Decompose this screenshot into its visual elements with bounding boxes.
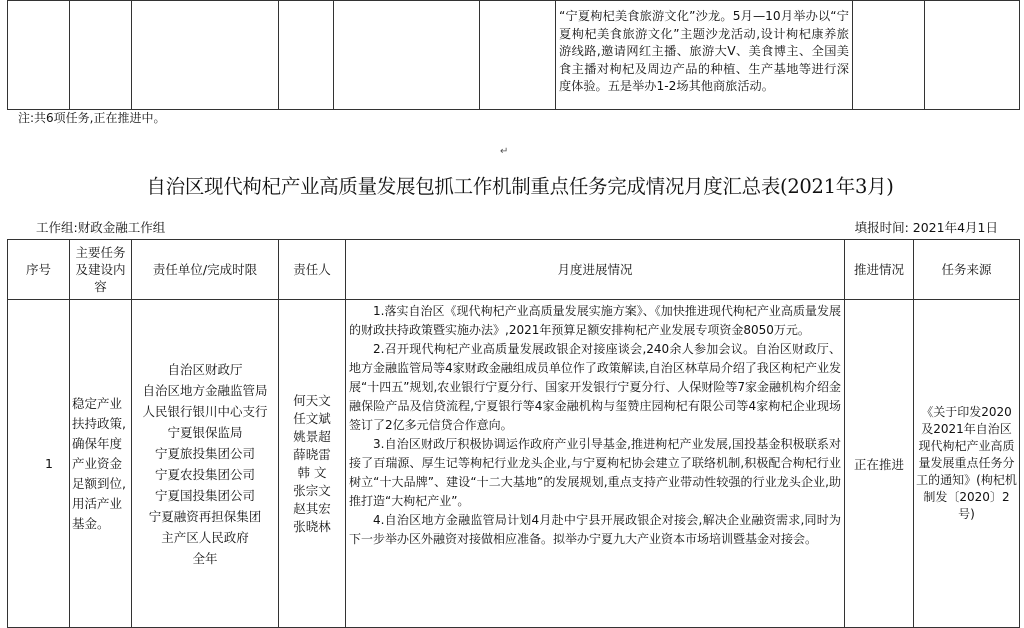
header-seq: 序号 (8, 240, 70, 300)
unit-item: 自治区地方金融监管局 (142, 382, 268, 398)
person-item: 何天文 (293, 392, 331, 408)
table-row (8, 300, 1020, 628)
header-status: 推进情况 (845, 240, 914, 300)
header-task: 主要任务及建设内容 (70, 240, 132, 300)
prev-cell (334, 1, 480, 110)
previous-task-row (8, 1, 1020, 110)
paragraph-mark: ↵ (500, 146, 509, 157)
person-item: 薛晓雷 (293, 446, 331, 462)
previous-task-table (7, 0, 1020, 110)
prev-cell (279, 1, 334, 110)
progress-paragraph: 4.自治区地方金融监管局计划4月赴中宁县开展政银企对接会,解决企业融资需求,同时为下一步举办区外融资对接做相应准备。拟举办宁夏九大产业资本市场培训暨基金对接会。 (349, 513, 841, 546)
prev-cell (925, 1, 1020, 110)
progress-paragraph: 3.自治区财政厅积极协调运作政府产业引导基金,推进枸杞产业发展,国投基金积极联系对接了百瑞源、厚生记等枸杞行业龙头企业,与宁夏枸杞协会建立了联络机制,积极配合枸杞行业树立“十大品牌”、建设“十二大基地”的发展规划,重点支持产业带动性较强的行业龙头企业,助推打造“大枸杞产业”。 (349, 437, 841, 508)
row-status: 正在推进 (845, 300, 914, 628)
unit-item: 主产区人民政府 (161, 529, 249, 545)
person-item: 任文斌 (293, 410, 331, 426)
unit-item: 宁夏农投集团公司 (154, 466, 255, 482)
prev-cell (853, 1, 925, 110)
header-person: 责任人 (279, 240, 346, 300)
unit-item: 人民银行银川中心支行 (142, 403, 268, 419)
row-progress (346, 300, 845, 628)
row-source: 《关于印发2020及2021年自治区现代枸杞产业高质量发展重点任务分工的通知》(枸杞机制发〔2020〕2号) (914, 300, 1020, 628)
fill-date: 填报时间: 2021年4月1日 (854, 220, 998, 235)
header-progress: 月度进展情况 (346, 240, 845, 300)
prev-cell (8, 1, 70, 110)
prev-cell (70, 1, 132, 110)
unit-item: 宁夏旅投集团公司 (154, 445, 255, 461)
unit-item: 宁夏国投集团公司 (154, 487, 255, 503)
table-note: 注:共6项任务,正在推进中。 (18, 111, 166, 125)
work-group: 工作组:财政金融工作组 (36, 220, 166, 235)
prev-cell (480, 1, 556, 110)
prev-cell (132, 1, 279, 110)
unit-deadline: 全年 (192, 550, 218, 566)
header-source: 任务来源 (914, 240, 1020, 300)
unit-item: 宁夏融资再担保集团 (148, 508, 262, 524)
progress-paragraph: 1.落实自治区《现代枸杞产业高质量发展实施方案》、《加快推进现代枸杞产业高质量发展的财政扶持政策暨实施办法》,2021年预算足额安排枸杞产业发展专项资金8050万元。 (349, 304, 841, 337)
progress-paragraph: 2.召开现代枸杞产业高质量发展政银企对接座谈会,240余人参加会议。自治区财政厅、地方金融监管局等4家财政金融组成员单位作了政策解读,自治区林草局介绍了我区枸杞产业发展“十四五”规划,农业银行宁夏分行、国家开发银行宁夏分行、人保财险等7家金融机构介绍金融保险产品及信贷流程,宁夏银行等4家金融机构与玺赞庄园枸杞有限公司等4家枸杞企业现场签订了2亿多元信贷合作意向。 (349, 342, 841, 432)
row-task: 稳定产业扶持政策,确保年度产业资金足额到位,用活产业基金。 (70, 300, 132, 628)
unit-item: 宁夏银保监局 (167, 424, 243, 440)
summary-table (7, 239, 1020, 628)
person-item: 韩 文 (297, 464, 327, 480)
page-title: 自治区现代枸杞产业高质量发展包抓工作机制重点任务完成情况月度汇总表(2021年3月) (146, 175, 894, 198)
prev-progress-cell (556, 1, 853, 110)
person-item: 赵其宏 (293, 500, 331, 516)
header-unit: 责任单位/完成时限 (132, 240, 279, 300)
person-item: 张晓林 (293, 518, 331, 534)
row-seq: 1 (8, 300, 70, 628)
row-persons (279, 300, 346, 628)
table-header-row (8, 240, 1020, 300)
prev-progress-text: “宁夏枸杞美食旅游文化”沙龙。5月—10月举办以“宁夏枸杞美食旅游文化”主题沙龙活动,设计枸杞康养旅游线路,邀请网红主播、旅游大V、美食博主、全国美食主播对枸杞及周边产品的种植、生产基地等进行深度体验。五是举办1-2场其他商旅活动。 (559, 9, 849, 93)
row-units (132, 300, 279, 628)
unit-item: 自治区财政厅 (167, 361, 243, 377)
person-item: 姚景超 (293, 428, 331, 444)
person-item: 张宗文 (293, 482, 331, 498)
